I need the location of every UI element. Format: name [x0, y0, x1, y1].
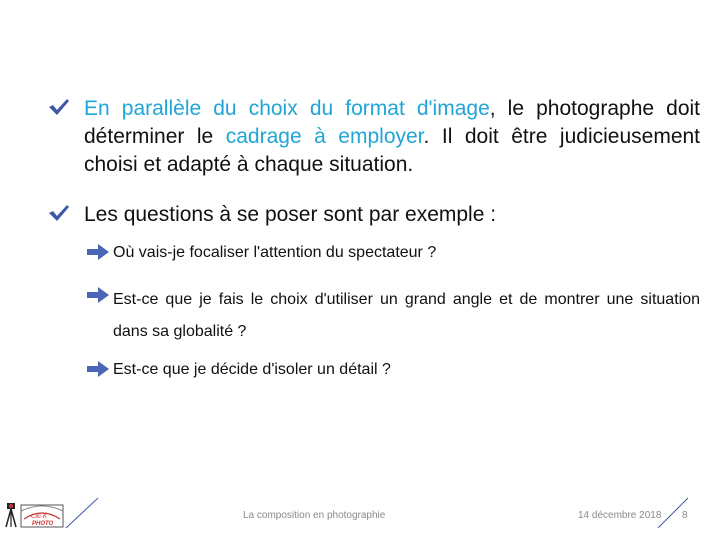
bullet-text — [84, 95, 700, 179]
page-number: 8 — [682, 510, 688, 521]
camera-logo — [3, 497, 67, 531]
sub-item-text: Est-ce que je fais le choix d'utiliser un grand angle et de montrer une situation dans sa globalité ? — [113, 291, 700, 340]
divider-slash — [64, 497, 100, 529]
arrow-right-icon — [87, 361, 109, 377]
check-icon — [48, 98, 70, 116]
footer-date: 14 décembre 2018 — [578, 510, 662, 521]
check-icon — [48, 204, 70, 222]
highlight-format: En parallèle du choix du format d'image — [84, 97, 490, 120]
highlight-cadrage: cadrage à employer — [225, 125, 424, 148]
bullet-text-part: . Il doit être judicieusement choisi et adapté à chaque situation. — [84, 125, 701, 176]
svg-text:Clic-K: Clic-K — [31, 514, 47, 520]
bullet-framing — [48, 95, 700, 179]
sub-item-text: Où vais-je focaliser l'attention du spectateur ? — [113, 244, 437, 261]
sub-item-attention — [87, 241, 700, 265]
arrow-right-icon — [87, 287, 109, 303]
arrow-right-icon — [87, 244, 109, 260]
svg-text:PHOTO: PHOTO — [32, 521, 54, 527]
bullet-text-part: , le photographe doit déterminer le — [84, 97, 700, 148]
sub-item-text: Est-ce que je décide d'isoler un détail ? — [113, 361, 391, 378]
footer-title: La composition en photographie — [243, 510, 386, 521]
bullet-text: Les questions à se poser sont par exemple : — [84, 203, 497, 226]
sub-item-detail — [87, 358, 700, 382]
bullet-questions — [48, 201, 700, 229]
sub-item-wide-angle — [87, 284, 700, 348]
